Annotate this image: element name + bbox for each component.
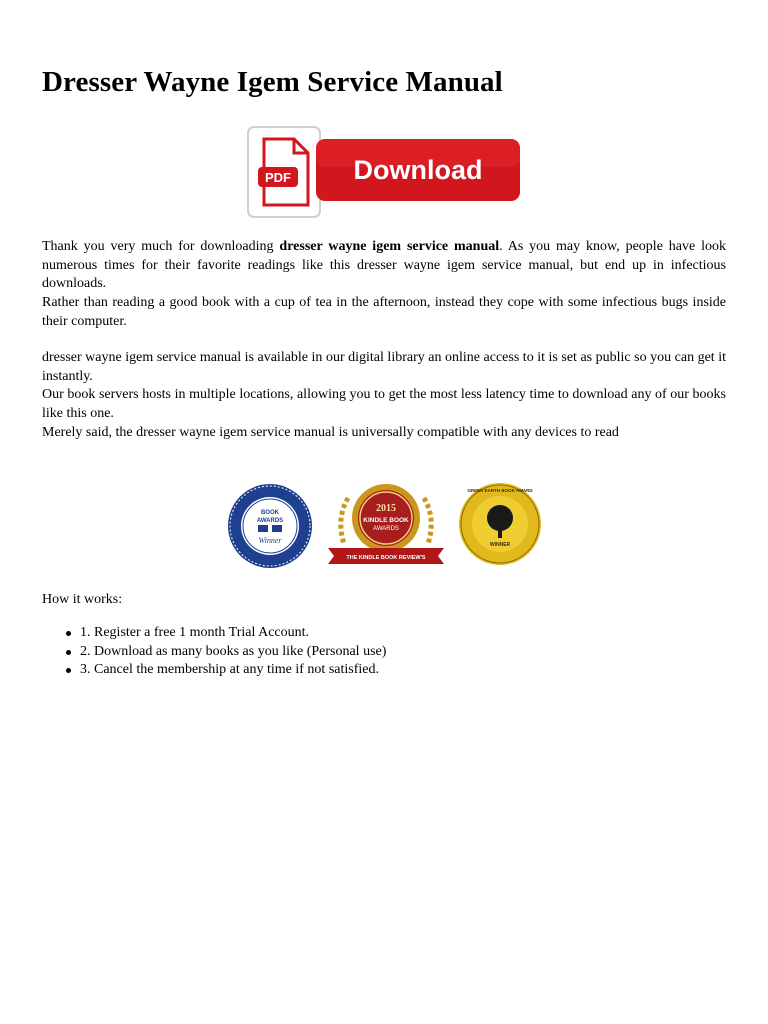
badge-text: GREEN EARTH BOOK AWARD <box>467 488 533 493</box>
badge-text: AWARDS <box>373 526 399 532</box>
list-item: 3. Cancel the membership at any time if not satisfied. <box>42 661 386 680</box>
badge-ribbon-text: THE KINDLE BOOK REVIEW'S <box>346 555 426 561</box>
intro-paragraph <box>42 238 726 294</box>
badge-text: BOOK <box>261 510 279 516</box>
intro-text-continued: . As you may know, people have look numerous times for their favorite readings like this dresser wayne igem service manual, but end up in infectious downloads. <box>42 239 726 291</box>
kindle-book-awards-badge <box>328 484 444 564</box>
pdf-icon <box>258 139 308 205</box>
badge-winner-text: WINNER <box>489 542 511 548</box>
paragraph-digital-library: dresser wayne igem service manual is available in our digital library an online access to it is set as public so you can get it instantly. <box>42 350 726 384</box>
badge-text: AWARDS <box>256 518 284 524</box>
download-button[interactable] <box>246 125 522 219</box>
award-badges <box>228 478 544 574</box>
page-title: Dresser Wayne Igem Service Manual <box>42 66 503 98</box>
intro-bold-title: dresser wayne igem service manual <box>279 239 500 254</box>
badge-text: KINDLE BOOK <box>363 517 409 524</box>
badge-year: 2015 <box>376 503 396 514</box>
book-and-media-awards-badge <box>228 484 312 568</box>
list-item: 2. Download as many books as you like (Personal use) <box>42 643 386 662</box>
pdf-label: PDF <box>265 170 291 185</box>
paragraph-computer-bugs: Rather than reading a good book with a cup of tea in the afternoon, instead they cope with some infectious bugs inside their computer. <box>42 295 726 329</box>
paragraph-book-servers: Our book servers hosts in multiple locations, allowing you to get the most less latency time to download any of our books like this one. <box>42 387 726 421</box>
how-it-works-heading: How it works: <box>42 592 123 607</box>
intro-text: Thank you very much for downloading <box>42 239 280 254</box>
paragraph-compatible: Merely said, the dresser wayne igem service manual is universally compatible with any devices to read <box>42 425 619 440</box>
download-label: Download <box>353 155 483 185</box>
how-it-works-list <box>42 624 386 680</box>
badge-winner-text: Winner <box>258 536 282 545</box>
list-item: 1. Register a free 1 month Trial Account. <box>42 624 386 643</box>
green-earth-book-award-badge <box>459 483 541 565</box>
